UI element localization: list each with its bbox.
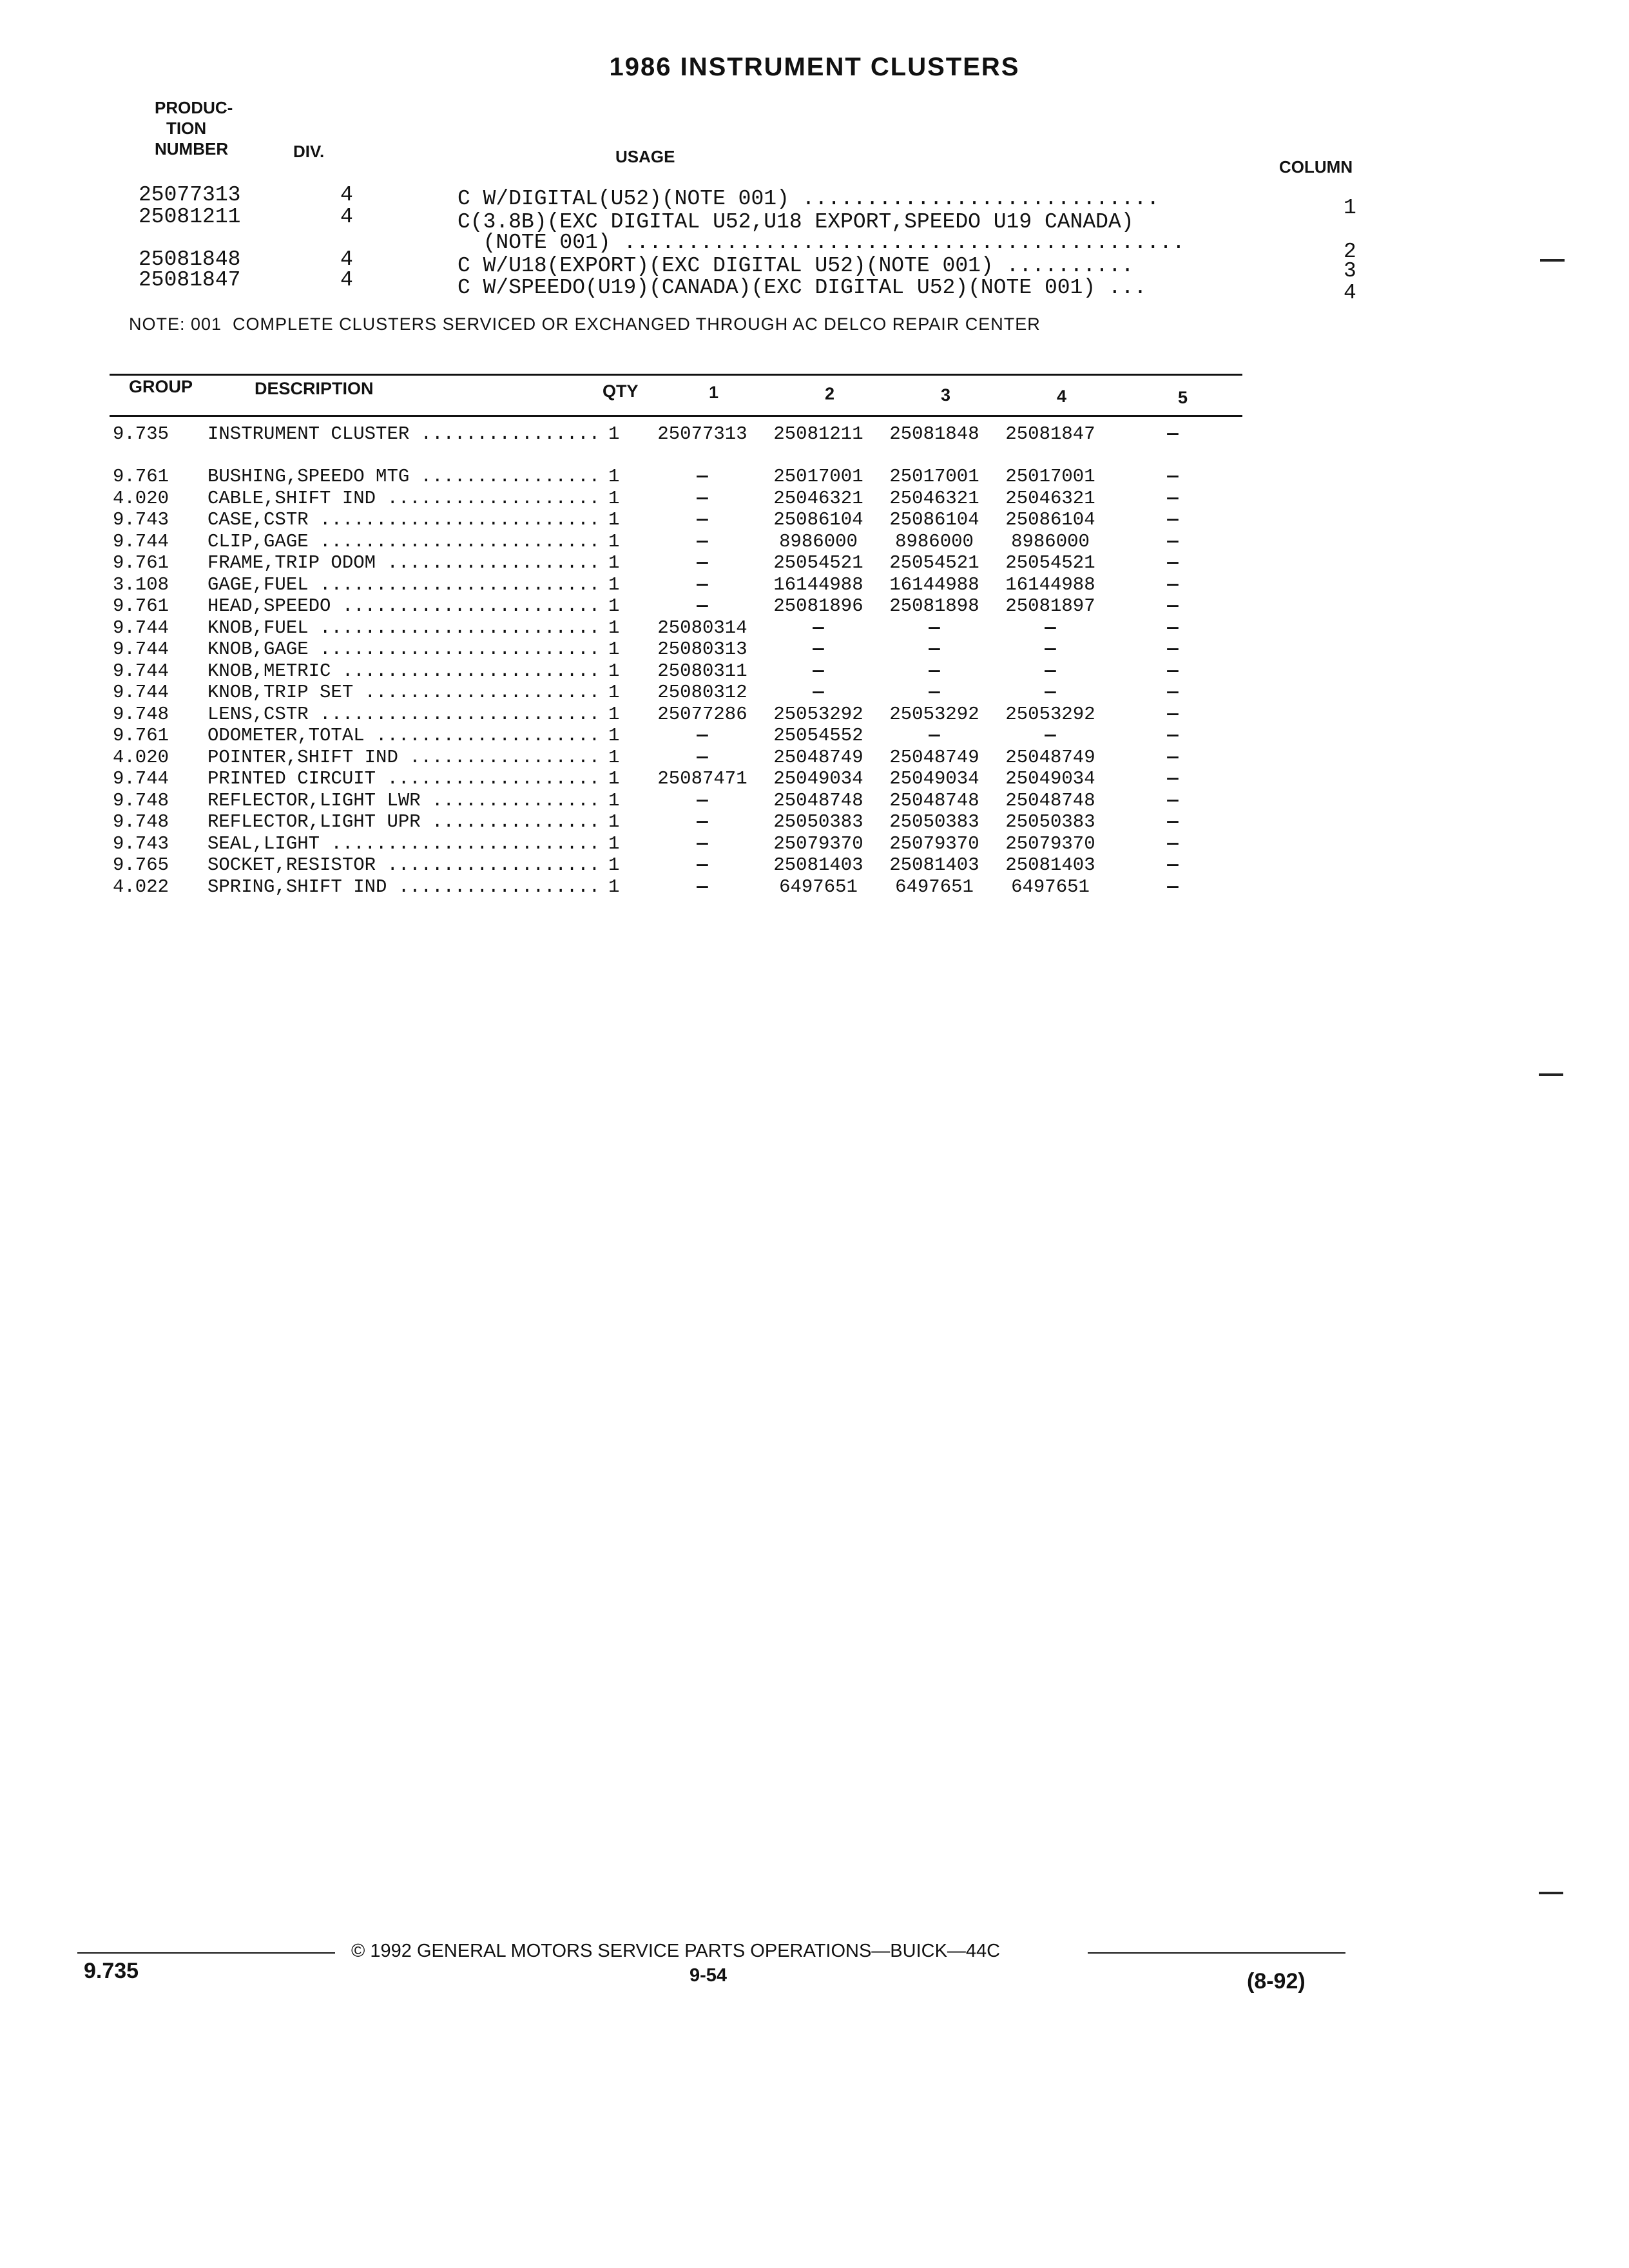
column-2-part-number: 25017001 [773,466,863,487]
column-4-empty-dash: — [1045,682,1056,703]
column-3-part-number: 25079370 [889,832,979,854]
column-4-part-number: 25081847 [1005,423,1095,445]
scan-margin-mark [1539,1073,1563,1076]
description-cell: KNOB,GAGE ..... [207,639,601,660]
column-3-empty-dash: — [929,682,940,703]
qty-cell: 1 [608,573,620,595]
column-4-part-number: 25054521 [1005,552,1095,573]
group-cell: 9.743 [113,509,169,530]
table-row [0,704,1629,726]
table-row [0,833,1629,855]
group-cell: 9.744 [113,530,169,552]
group-cell: 9.761 [113,466,169,487]
qty-cell: 1 [608,682,620,703]
column-5-empty-dash: — [1167,660,1179,682]
column-1-empty-dash: — [697,530,708,552]
column-4-part-number: 25049034 [1005,768,1095,789]
column-1-part-number: 25080314 [657,617,747,639]
column-3-part-number: 25054521 [889,552,979,573]
description-cell: HEAD,SPEEDO ..... [207,595,601,617]
group-cell: 9.761 [113,552,169,573]
column-2-empty-dash: — [813,660,824,682]
column-label: COLUMN [1279,157,1353,177]
footer-page-number: 9-54 [689,1965,728,1986]
column-1-empty-dash: — [697,789,708,811]
description-cell: GAGE,FUEL ..... [207,574,601,595]
column-5-empty-dash: — [1167,789,1179,811]
qty-cell: 1 [608,595,620,617]
production-column: 2 [1344,240,1356,264]
group-cell: 9.748 [113,789,169,811]
column-1-empty-dash: — [697,876,708,898]
table-row [0,790,1629,812]
qty-cell: 1 [608,423,620,445]
table-row [0,811,1629,833]
column-1-empty-dash: — [697,832,708,854]
column-4-part-number: 25046321 [1005,487,1095,509]
production-usage: C(3.8B)(EXC DIGITAL U52,U18 EXPORT,SPEEDO U19 CANADA) [458,210,1134,234]
column-3-empty-dash: — [929,725,940,746]
qty-cell: 1 [608,811,620,832]
column-3-header: 3 [941,385,951,405]
column-1-header: 1 [709,383,719,402]
column-5-empty-dash: — [1167,509,1179,530]
production-usage: C W/U18(EXPORT)(EXC DIGITAL U52)(NOTE 001) .......... [458,254,1134,278]
column-4-empty-dash: — [1045,639,1056,660]
column-1-part-number: 25087471 [657,768,747,789]
footer-rule-left [77,1952,335,1954]
column-5-empty-dash: — [1167,487,1179,509]
table-row [0,725,1629,747]
column-5-empty-dash: — [1167,617,1179,639]
group-cell: 9.761 [113,725,169,746]
group-cell: 4.020 [113,487,169,509]
table-top-rule [110,374,1242,376]
column-4-part-number: 25048748 [1005,789,1095,811]
column-5-header: 5 [1178,388,1188,407]
column-4-part-number: 25081897 [1005,595,1095,617]
column-5-empty-dash: — [1167,854,1179,876]
column-3-part-number: 25053292 [889,703,979,725]
group-cell: 9.748 [113,811,169,832]
group-cell: 9.744 [113,660,169,682]
column-2-empty-dash: — [813,617,824,639]
column-2-empty-dash: — [813,682,824,703]
qty-cell: 1 [608,552,620,573]
qty-cell: 1 [608,703,620,725]
table-row [0,488,1629,510]
table-row [0,552,1629,574]
qty-cell: 1 [608,746,620,768]
column-1-empty-dash: — [697,746,708,768]
production-label-line3: NUMBER [155,139,229,159]
column-3-part-number: 25081898 [889,595,979,617]
column-5-empty-dash: — [1167,832,1179,854]
column-4-empty-dash: — [1045,660,1056,682]
production-label-line2: TION [166,119,207,138]
column-2-part-number: 25049034 [773,768,863,789]
div-label: DIV. [293,142,325,161]
column-4-empty-dash: — [1045,617,1056,639]
usage-label: USAGE [615,147,675,166]
qty-cell: 1 [608,639,620,660]
column-2-part-number: 25050383 [773,811,863,832]
column-1-part-number: 25080313 [657,639,747,660]
column-3-empty-dash: — [929,660,940,682]
table-row [0,660,1629,682]
column-2-part-number: 25046321 [773,487,863,509]
column-3-part-number: 25086104 [889,509,979,530]
column-1-part-number: 25077286 [657,703,747,725]
table-row [0,574,1629,596]
column-3-empty-dash: — [929,639,940,660]
group-cell: 4.020 [113,746,169,768]
production-number: 25081847 [139,268,241,292]
group-cell: 9.744 [113,682,169,703]
column-4-header: 4 [1057,387,1067,406]
column-5-empty-dash: — [1167,768,1179,789]
column-3-part-number: 25081403 [889,854,979,876]
column-2-part-number: 16144988 [773,573,863,595]
description-cell: LENS,CSTR ..... [207,704,601,725]
column-4-part-number: 25079370 [1005,832,1095,854]
footer-group-ref: 9.735 [84,1959,139,1983]
qty-cell: 1 [608,466,620,487]
description-cell: KNOB,METRIC ..... [207,660,601,682]
column-1-empty-dash: — [697,573,708,595]
column-2-part-number: 25048748 [773,789,863,811]
description-cell: SPRING,SHIFT IND ..... [207,876,601,898]
production-div: 4 [340,183,353,207]
column-5-empty-dash: — [1167,530,1179,552]
qty-cell: 1 [608,509,620,530]
description-cell: KNOB,TRIP SET ..... [207,682,601,703]
column-2-part-number: 25053292 [773,703,863,725]
qty-cell: 1 [608,617,620,639]
column-3-part-number: 25046321 [889,487,979,509]
group-cell: 9.744 [113,768,169,789]
group-cell: 3.108 [113,573,169,595]
group-cell: 4.022 [113,876,169,898]
qty-cell: 1 [608,530,620,552]
column-1-empty-dash: — [697,854,708,876]
table-row [0,595,1629,617]
description-cell: CABLE,SHIFT IND ..... [207,488,601,509]
group-cell: 9.765 [113,854,169,876]
column-4-part-number: 25050383 [1005,811,1095,832]
table-row [0,639,1629,660]
page-title: 1986 INSTRUMENT CLUSTERS [609,53,1020,81]
column-3-part-number: 25049034 [889,768,979,789]
column-5-empty-dash: — [1167,725,1179,746]
column-5-empty-dash: — [1167,811,1179,832]
column-2-part-number: 25081211 [773,423,863,445]
column-2-part-number: 25081896 [773,595,863,617]
column-4-part-number: 25017001 [1005,466,1095,487]
column-1-empty-dash: — [697,725,708,746]
table-row [0,854,1629,876]
column-1-empty-dash: — [697,487,708,509]
scan-margin-mark [1540,259,1565,262]
column-4-part-number: 8986000 [1011,530,1090,552]
table-row [0,423,1629,445]
production-column: 4 [1344,281,1356,305]
usage-note: NOTE: 001 COMPLETE CLUSTERS SERVICED OR EXCHANGED THROUGH AC DELCO REPAIR CENTER [129,314,1041,334]
production-number: 25081848 [139,247,241,271]
table-row [0,509,1629,531]
production-div: 4 [340,247,353,271]
column-3-part-number: 16144988 [889,573,979,595]
production-number: 25077313 [139,183,241,207]
table-row [0,747,1629,769]
column-3-part-number: 25017001 [889,466,979,487]
production-div: 4 [340,268,353,292]
description-cell: CASE,CSTR ..... [207,509,601,530]
column-2-part-number: 8986000 [779,530,858,552]
column-1-empty-dash: — [697,466,708,487]
column-3-part-number: 6497651 [895,876,974,898]
column-5-empty-dash: — [1167,552,1179,573]
description-cell: SOCKET,RESISTOR ..... [207,854,601,876]
column-4-part-number: 6497651 [1011,876,1090,898]
column-5-empty-dash: — [1167,639,1179,660]
qty-cell: 1 [608,854,620,876]
table-row [0,531,1629,553]
description-cell: PRINTED CIRCUIT ..... [207,768,601,789]
qty-cell: 1 [608,487,620,509]
table-row [0,466,1629,488]
column-2-header: 2 [825,384,835,403]
footer-rule-right [1088,1952,1345,1954]
column-5-empty-dash: — [1167,682,1179,703]
production-div: 4 [340,205,353,229]
group-cell: 9.743 [113,832,169,854]
qty-cell: 1 [608,876,620,898]
description-cell: INSTRUMENT CLUSTER ..... [207,423,601,445]
description-cell: BUSHING,SPEEDO MTG ..... [207,466,601,487]
column-1-empty-dash: — [697,552,708,573]
qty-cell: 1 [608,725,620,746]
qty-cell: 1 [608,832,620,854]
production-label-line1: PRODUC- [155,98,233,117]
table-row [0,682,1629,704]
production-column: 1 [1344,196,1356,220]
production-usage: C W/DIGITAL(U52)(NOTE 001) ............................ [458,187,1160,211]
table-row [0,768,1629,790]
qty-header: QTY [602,381,639,401]
column-1-empty-dash: — [697,595,708,617]
column-2-part-number: 25079370 [773,832,863,854]
column-3-part-number: 25048749 [889,746,979,768]
column-2-part-number: 25086104 [773,509,863,530]
column-4-part-number: 16144988 [1005,573,1095,595]
column-2-part-number: 6497651 [779,876,858,898]
description-cell: REFLECTOR,LIGHT UPR ..... [207,811,601,832]
production-usage: (NOTE 001) ............................................ [458,231,1185,255]
description-cell: ODOMETER,TOTAL ..... [207,725,601,746]
column-3-empty-dash: — [929,617,940,639]
column-4-part-number: 25053292 [1005,703,1095,725]
group-cell: 9.748 [113,703,169,725]
description-cell: CLIP,GAGE ..... [207,531,601,552]
column-4-part-number: 25081403 [1005,854,1095,876]
qty-cell: 1 [608,789,620,811]
qty-cell: 1 [608,768,620,789]
table-header-rule [110,415,1242,417]
column-1-empty-dash: — [697,811,708,832]
column-5-empty-dash: — [1167,595,1179,617]
table-row [0,876,1629,898]
column-1-part-number: 25080312 [657,682,747,703]
qty-cell: 1 [608,660,620,682]
column-5-empty-dash: — [1167,423,1179,445]
column-2-part-number: 25081403 [773,854,863,876]
column-3-part-number: 25048748 [889,789,979,811]
column-2-part-number: 25054552 [773,725,863,746]
description-cell: POINTER,SHIFT IND ..... [207,747,601,768]
column-1-part-number: 25077313 [657,423,747,445]
column-5-empty-dash: — [1167,876,1179,898]
table-row [0,617,1629,639]
column-2-empty-dash: — [813,639,824,660]
production-number: 25081211 [139,205,241,229]
production-column: 3 [1344,259,1356,283]
group-cell: 9.744 [113,617,169,639]
description-cell: KNOB,FUEL ..... [207,617,601,639]
column-5-empty-dash: — [1167,573,1179,595]
group-cell: 9.761 [113,595,169,617]
column-3-part-number: 25081848 [889,423,979,445]
column-1-part-number: 25080311 [657,660,747,682]
group-header: GROUP [129,377,193,396]
column-5-empty-dash: — [1167,466,1179,487]
column-3-part-number: 8986000 [895,530,974,552]
column-1-empty-dash: — [697,509,708,530]
group-cell: 9.735 [113,423,169,445]
column-2-part-number: 25054521 [773,552,863,573]
description-cell: REFLECTOR,LIGHT LWR ..... [207,790,601,811]
group-cell: 9.744 [113,639,169,660]
column-4-part-number: 25086104 [1005,509,1095,530]
scan-margin-mark [1539,1892,1563,1894]
column-5-empty-dash: — [1167,746,1179,768]
production-usage: C W/SPEEDO(U19)(CANADA)(EXC DIGITAL U52)(NOTE 001) ... [458,276,1147,300]
column-4-empty-dash: — [1045,725,1056,746]
description-header: DESCRIPTION [255,379,374,398]
description-cell: FRAME,TRIP ODOM ..... [207,552,601,573]
footer-revision-date: (8-92) [1247,1969,1306,1994]
description-cell: SEAL,LIGHT ..... [207,833,601,854]
column-4-part-number: 25048749 [1005,746,1095,768]
column-5-empty-dash: — [1167,703,1179,725]
footer-copyright: © 1992 GENERAL MOTORS SERVICE PARTS OPERATIONS—BUICK—44C [351,1941,1001,1961]
column-3-part-number: 25050383 [889,811,979,832]
column-2-part-number: 25048749 [773,746,863,768]
